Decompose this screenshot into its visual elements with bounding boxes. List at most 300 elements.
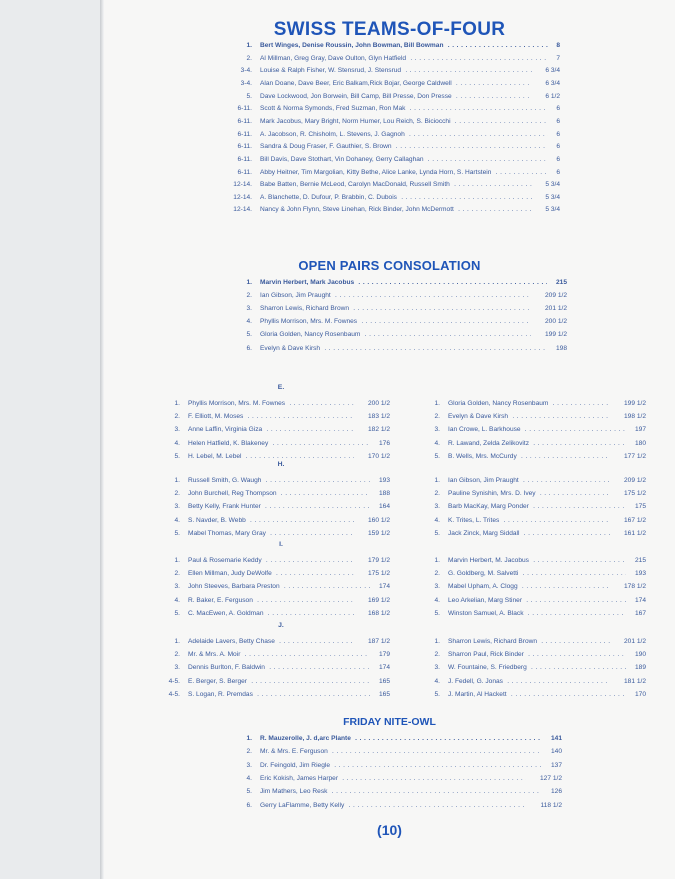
names-leader: [260, 179, 532, 191]
names-leader: [260, 116, 548, 128]
names-leader: [188, 424, 354, 436]
player-names: A. Blanchette, D. Dufour, P. Brabbin, C. Dubois: [260, 193, 397, 201]
player-names: Marvin Herbert, Mark Jacobus: [260, 279, 355, 286]
rank: 2.: [174, 490, 180, 498]
player-names: Winston Samuel, A. Black: [448, 609, 524, 617]
score: 127 1/2: [537, 773, 562, 785]
player-names: Dennis Burlton, F. Baldwin: [188, 664, 265, 672]
rank: 5.: [246, 788, 252, 796]
result-row: [150, 488, 390, 500]
score: 6 3/4: [542, 65, 560, 77]
score: 209 1/2: [542, 290, 567, 302]
rank: 3.: [434, 664, 440, 672]
result-row: [222, 204, 560, 216]
player-names: John Steeves, Barbara Preston: [188, 583, 280, 591]
score: 193: [632, 568, 646, 580]
result-row: [222, 800, 562, 812]
rank: 3.: [174, 503, 180, 511]
rank: 1.: [434, 477, 440, 484]
score: 199 1/2: [621, 398, 646, 410]
score: 175: [632, 501, 646, 513]
player-names: Leo Arkelian, Marg Stiner: [448, 596, 523, 604]
rank: 3-4.: [240, 79, 252, 87]
player-names: Dave Lockwood, Jon Borwein, Bill Camp, Bill Presse, Don Presse: [260, 92, 452, 100]
names-leader: [448, 676, 610, 688]
rank: 6-11.: [237, 130, 252, 138]
score: 6: [553, 141, 560, 153]
rank: 1.: [434, 557, 440, 564]
player-names: Louise & Ralph Fisher, W. Stensrud, J. Stensrud: [260, 67, 402, 75]
rank: 1.: [246, 735, 252, 742]
result-row: [222, 78, 560, 90]
names-leader: [448, 411, 610, 423]
result-row: [410, 595, 646, 607]
niteowl-title: FRIDAY NITE-OWL: [343, 716, 436, 728]
player-names: Sharron Paul, Rick Binder: [448, 651, 524, 659]
names-leader: [448, 398, 610, 410]
score: 7: [553, 53, 560, 65]
rank: 1.: [246, 42, 252, 49]
score: 197: [632, 424, 646, 436]
rank: 3.: [434, 583, 440, 591]
result-row: [222, 303, 567, 315]
result-row: [410, 689, 646, 701]
rank: 5.: [174, 529, 180, 537]
player-names: F. Elliott, M. Moses: [188, 413, 244, 421]
result-row: [150, 555, 390, 567]
player-names: Bill Davis, Dave Stothart, Vin Dohaney, Gerry Callaghan: [260, 155, 424, 163]
score: 187 1/2: [365, 636, 390, 648]
result-row: [222, 103, 560, 115]
result-row: [410, 636, 646, 648]
player-names: Marvin Herbert, M. Jacobus: [448, 557, 529, 564]
names-leader: [260, 786, 542, 798]
names-leader: [188, 608, 354, 620]
player-names: Gloria Golden, Nancy Rosenbaum: [260, 331, 361, 339]
score: 168 1/2: [365, 608, 390, 620]
rank: 5.: [434, 609, 440, 617]
rank: 2.: [174, 651, 180, 659]
score: 169 1/2: [365, 595, 390, 607]
result-row: [410, 475, 646, 487]
player-names: J. Fedell, G. Jonas: [448, 677, 503, 685]
score: 170 1/2: [365, 451, 390, 463]
rank: 1.: [434, 400, 440, 407]
rank: 1.: [174, 477, 180, 484]
result-row: [222, 116, 560, 128]
player-names: Ellen Millman, Judy DeWolfe: [188, 570, 272, 578]
score: 164: [376, 501, 390, 513]
score: 5 3/4: [542, 204, 560, 216]
score: 170: [632, 689, 646, 701]
player-names: Nancy & John Flynn, Steve Linehan, Rick Binder, John McDermott: [260, 206, 454, 214]
player-names: Scott & Norma Symonds, Fred Suzman, Ron Mak: [260, 105, 406, 113]
names-leader: [188, 501, 370, 513]
names-leader: [260, 53, 548, 65]
names-leader: [448, 528, 610, 540]
player-names: S. Navder, B. Webb: [188, 516, 246, 524]
names-leader: [260, 78, 532, 90]
names-leader: [448, 438, 626, 450]
section-label: H.: [277, 461, 285, 468]
rank: 5.: [246, 331, 252, 339]
consolation-title: OPEN PAIRS CONSOLATION: [298, 258, 481, 273]
player-names: Jim Mathers, Leo Resk: [260, 788, 328, 796]
player-names: W. Fountaine, S. Friedberg: [448, 664, 527, 672]
player-names: Eric Kokish, James Harper: [260, 774, 339, 782]
rank: 5.: [434, 690, 440, 698]
rank: 1.: [174, 638, 180, 645]
names-leader: [188, 411, 354, 423]
player-names: Ian Crowe, L. Barkhouse: [448, 426, 521, 434]
result-row: [150, 451, 390, 463]
result-row: [222, 129, 560, 141]
rank: 1.: [434, 638, 440, 645]
names-leader: [448, 662, 626, 674]
result-row: [150, 649, 390, 661]
result-row: [150, 398, 390, 410]
rank: 3.: [246, 761, 252, 769]
score: 175 1/2: [365, 568, 390, 580]
rank: 2.: [246, 292, 252, 300]
player-names: Helen Hatfield, K. Blakeney: [188, 439, 269, 447]
rank: 2.: [246, 748, 252, 756]
score: 167: [632, 608, 646, 620]
score: 193: [376, 475, 390, 487]
names-leader: [188, 568, 354, 580]
score: 209 1/2: [621, 475, 646, 487]
result-row: [222, 91, 560, 103]
names-leader: [448, 595, 626, 607]
result-row: [150, 595, 390, 607]
score: 198: [553, 343, 567, 355]
names-leader: [188, 555, 354, 567]
result-row: [410, 501, 646, 513]
score: 179 1/2: [365, 555, 390, 567]
rank: 2.: [434, 570, 440, 578]
score: 180: [632, 438, 646, 450]
score: 188: [376, 488, 390, 500]
score: 179: [376, 649, 390, 661]
score: 6: [553, 103, 560, 115]
score: 201 1/2: [621, 636, 646, 648]
score: 190: [632, 649, 646, 661]
player-names: Evelyn & Dave Kirsh: [260, 344, 321, 352]
score: 183 1/2: [365, 411, 390, 423]
rank: 4-5.: [168, 690, 180, 698]
names-leader: [260, 303, 531, 315]
names-leader: [260, 773, 526, 785]
section-label: I.: [279, 541, 283, 548]
player-names: Sharron Lewis, Richard Brown: [448, 638, 538, 645]
rank: 12-14.: [233, 181, 252, 189]
result-row: [150, 608, 390, 620]
player-names: Mabel Thomas, Mary Gray: [188, 529, 266, 537]
score: 176: [376, 438, 390, 450]
names-leader: [448, 501, 626, 513]
player-names: Sharron Lewis, Richard Brown: [260, 305, 350, 313]
result-row: [410, 581, 646, 593]
score: 137: [548, 760, 562, 772]
result-row: [410, 411, 646, 423]
player-names: Mabel Upham, A. Clogg: [448, 583, 518, 591]
names-leader: [448, 649, 626, 661]
player-names: Abby Heitner, Tim Margolian, Kitty Bethe, Alice Lanke, Lynda Horn, S. Hartstein: [260, 168, 492, 176]
player-names: Russell Smith, G. Waugh: [188, 477, 262, 484]
result-row: [222, 277, 567, 289]
rank: 4.: [246, 318, 252, 326]
page-number: (10): [377, 822, 402, 838]
result-row: [150, 581, 390, 593]
names-leader: [260, 167, 548, 179]
names-leader: [448, 689, 626, 701]
rank: 4.: [246, 774, 252, 782]
result-row: [410, 649, 646, 661]
section-label: J.: [278, 622, 284, 629]
score: 174: [632, 595, 646, 607]
player-names: Mr. & Mrs. E. Ferguson: [260, 748, 328, 756]
rank: 2.: [434, 651, 440, 659]
score: 6: [553, 154, 560, 166]
names-leader: [188, 398, 354, 410]
rank: 3.: [174, 583, 180, 591]
score: 167 1/2: [621, 515, 646, 527]
score: 200 1/2: [542, 316, 567, 328]
names-leader: [260, 65, 532, 77]
names-leader: [448, 451, 610, 463]
result-row: [410, 662, 646, 674]
names-leader: [260, 277, 547, 289]
score: 189: [632, 662, 646, 674]
score: 6 3/4: [542, 78, 560, 90]
player-names: Mr. & Mrs. A. Moir: [188, 651, 241, 659]
score: 161 1/2: [621, 528, 646, 540]
result-row: [222, 192, 560, 204]
names-leader: [260, 40, 548, 52]
names-leader: [260, 733, 542, 745]
rank: 6-11.: [237, 143, 252, 151]
result-row: [410, 438, 646, 450]
rank: 3.: [434, 426, 440, 434]
names-leader: [260, 290, 531, 302]
score: 182 1/2: [365, 424, 390, 436]
result-row: [150, 689, 390, 701]
rank: 4.: [434, 677, 440, 685]
player-names: A. Jacobson, R. Chisholm, L. Stevens, J. Gagnoh: [260, 130, 405, 138]
rank: 5.: [174, 452, 180, 460]
names-leader: [188, 649, 370, 661]
names-leader: [188, 438, 370, 450]
score: 199 1/2: [542, 329, 567, 341]
score: 165: [376, 676, 390, 688]
result-row: [150, 475, 390, 487]
names-leader: [260, 204, 532, 216]
player-names: S. Logan, R. Premdas: [188, 690, 253, 698]
result-row: [150, 411, 390, 423]
player-names: R. Mauzerolle, J. d,arc Plante: [260, 735, 351, 742]
result-row: [410, 488, 646, 500]
rank: 6-11.: [237, 117, 252, 125]
names-leader: [448, 581, 610, 593]
rank: 12-14.: [233, 193, 252, 201]
rank: 12-14.: [233, 206, 252, 214]
result-row: [410, 398, 646, 410]
result-row: [150, 424, 390, 436]
rank: 4.: [434, 596, 440, 604]
result-row: [222, 141, 560, 153]
result-row: [222, 154, 560, 166]
names-leader: [260, 91, 532, 103]
score: 178 1/2: [621, 581, 646, 593]
result-row: [222, 179, 560, 191]
score: 118 1/2: [537, 800, 562, 812]
score: 174: [376, 581, 390, 593]
names-leader: [188, 676, 370, 688]
names-leader: [448, 555, 626, 567]
rank: 4.: [174, 439, 180, 447]
result-row: [410, 555, 646, 567]
names-leader: [448, 424, 626, 436]
result-row: [150, 636, 390, 648]
names-leader: [448, 488, 610, 500]
rank: 2.: [174, 413, 180, 421]
score: 6: [553, 167, 560, 179]
result-row: [222, 167, 560, 179]
rank: 4.: [434, 439, 440, 447]
score: 177 1/2: [621, 451, 646, 463]
section-label: E.: [277, 384, 285, 391]
rank: 1.: [174, 557, 180, 564]
result-row: [410, 451, 646, 463]
score: 215: [553, 277, 567, 289]
names-leader: [260, 192, 532, 204]
result-row: [222, 65, 560, 77]
player-names: Dr. Feingold, Jim Riegle: [260, 761, 330, 769]
names-leader: [188, 528, 354, 540]
names-leader: [188, 662, 370, 674]
player-names: C. MacEwen, A. Goldman: [188, 609, 264, 617]
rank: 5.: [434, 452, 440, 460]
player-names: Pauline Synishin, Mrs. D. Ivey: [448, 490, 536, 498]
score: 174: [376, 662, 390, 674]
rank: 3.: [246, 305, 252, 313]
result-row: [222, 733, 562, 745]
player-names: B. Wells, Mrs. McCurdy: [448, 452, 517, 460]
result-row: [150, 568, 390, 580]
result-row: [150, 515, 390, 527]
rank: 3.: [174, 426, 180, 434]
names-leader: [260, 316, 531, 328]
result-row: [410, 515, 646, 527]
names-leader: [260, 760, 542, 772]
player-names: H. Lebel, M. Lebel: [188, 452, 242, 460]
player-names: John Burchell, Reg Thompson: [188, 490, 277, 498]
names-leader: [260, 329, 531, 341]
score: 141: [548, 733, 562, 745]
player-names: Ian Gibson, Jim Praught: [448, 477, 519, 484]
player-names: Paul & Rosemarie Keddy: [188, 557, 262, 564]
names-leader: [260, 746, 542, 758]
names-leader: [448, 636, 610, 648]
rank: 4.: [434, 516, 440, 524]
score: 181 1/2: [621, 676, 646, 688]
result-row: [222, 40, 560, 52]
result-row: [410, 568, 646, 580]
result-row: [222, 343, 567, 355]
rank: 3.: [434, 503, 440, 511]
player-names: Phyllis Morrison, Mrs. M. Fownes: [188, 400, 286, 407]
names-leader: [260, 800, 526, 812]
names-leader: [188, 689, 370, 701]
player-names: Ian Gibson, Jim Praught: [260, 292, 331, 300]
names-leader: [188, 595, 354, 607]
player-names: Phyllis Morrison, Mrs. M. Fownes: [260, 318, 358, 326]
player-names: Al Millman, Greg Gray, Dave Oulton, Glyn Hatfield: [260, 54, 407, 62]
names-leader: [448, 475, 610, 487]
rank: 4.: [174, 516, 180, 524]
score: 140: [548, 746, 562, 758]
rank: 6.: [246, 801, 252, 809]
score: 8: [553, 40, 560, 52]
rank: 5.: [174, 609, 180, 617]
score: 6: [553, 116, 560, 128]
result-row: [150, 676, 390, 688]
score: 126: [548, 786, 562, 798]
player-names: R. Baker, E. Ferguson: [188, 596, 253, 604]
names-leader: [260, 154, 548, 166]
rank: 5.: [434, 529, 440, 537]
score: 201 1/2: [542, 303, 567, 315]
player-names: Bert Winges, Denise Roussin, John Bowman, Bill Bowman: [260, 42, 444, 49]
rank: 3-4.: [240, 67, 252, 75]
names-leader: [188, 475, 370, 487]
result-row: [150, 528, 390, 540]
player-names: Babe Batten, Bernie McLeod, Carolyn MacDonald, Russell Smith: [260, 181, 450, 189]
result-row: [222, 329, 567, 341]
player-names: Evelyn & Dave Kirsh: [448, 413, 509, 421]
names-leader: [448, 515, 610, 527]
player-names: E. Berger, S. Berger: [188, 677, 248, 685]
score: 198 1/2: [621, 411, 646, 423]
player-names: G. Goldberg, M. Salvetti: [448, 570, 519, 578]
result-row: [222, 760, 562, 772]
result-row: [222, 773, 562, 785]
rank: 2.: [434, 490, 440, 498]
player-names: Mark Jacobus, Mary Bright, Norm Humer, Lou Reich, S. Biciocchi: [260, 117, 451, 125]
rank: 1.: [246, 279, 252, 286]
player-names: K. Trites, L. Trites: [448, 516, 500, 524]
binding-margin: [0, 0, 100, 879]
rank: 2.: [174, 570, 180, 578]
player-names: Jack Zinck, Marg Siddall: [448, 529, 520, 537]
rank: 6-11.: [237, 168, 252, 176]
score: 5 3/4: [542, 192, 560, 204]
result-row: [222, 53, 560, 65]
result-row: [410, 608, 646, 620]
rank: 1.: [174, 400, 180, 407]
player-names: Adelaide Lavers, Betty Chase: [188, 638, 275, 645]
score: 165: [376, 689, 390, 701]
player-names: Gerry LaFlamme, Betty Kelly: [260, 801, 345, 809]
score: 160 1/2: [365, 515, 390, 527]
rank: 3.: [174, 664, 180, 672]
result-row: [150, 662, 390, 674]
player-names: Gloria Golden, Nancy Rosenbaum: [448, 400, 549, 407]
score: 175 1/2: [621, 488, 646, 500]
score: 215: [632, 555, 646, 567]
score: 5 3/4: [542, 179, 560, 191]
rank: 6-11.: [237, 105, 252, 113]
